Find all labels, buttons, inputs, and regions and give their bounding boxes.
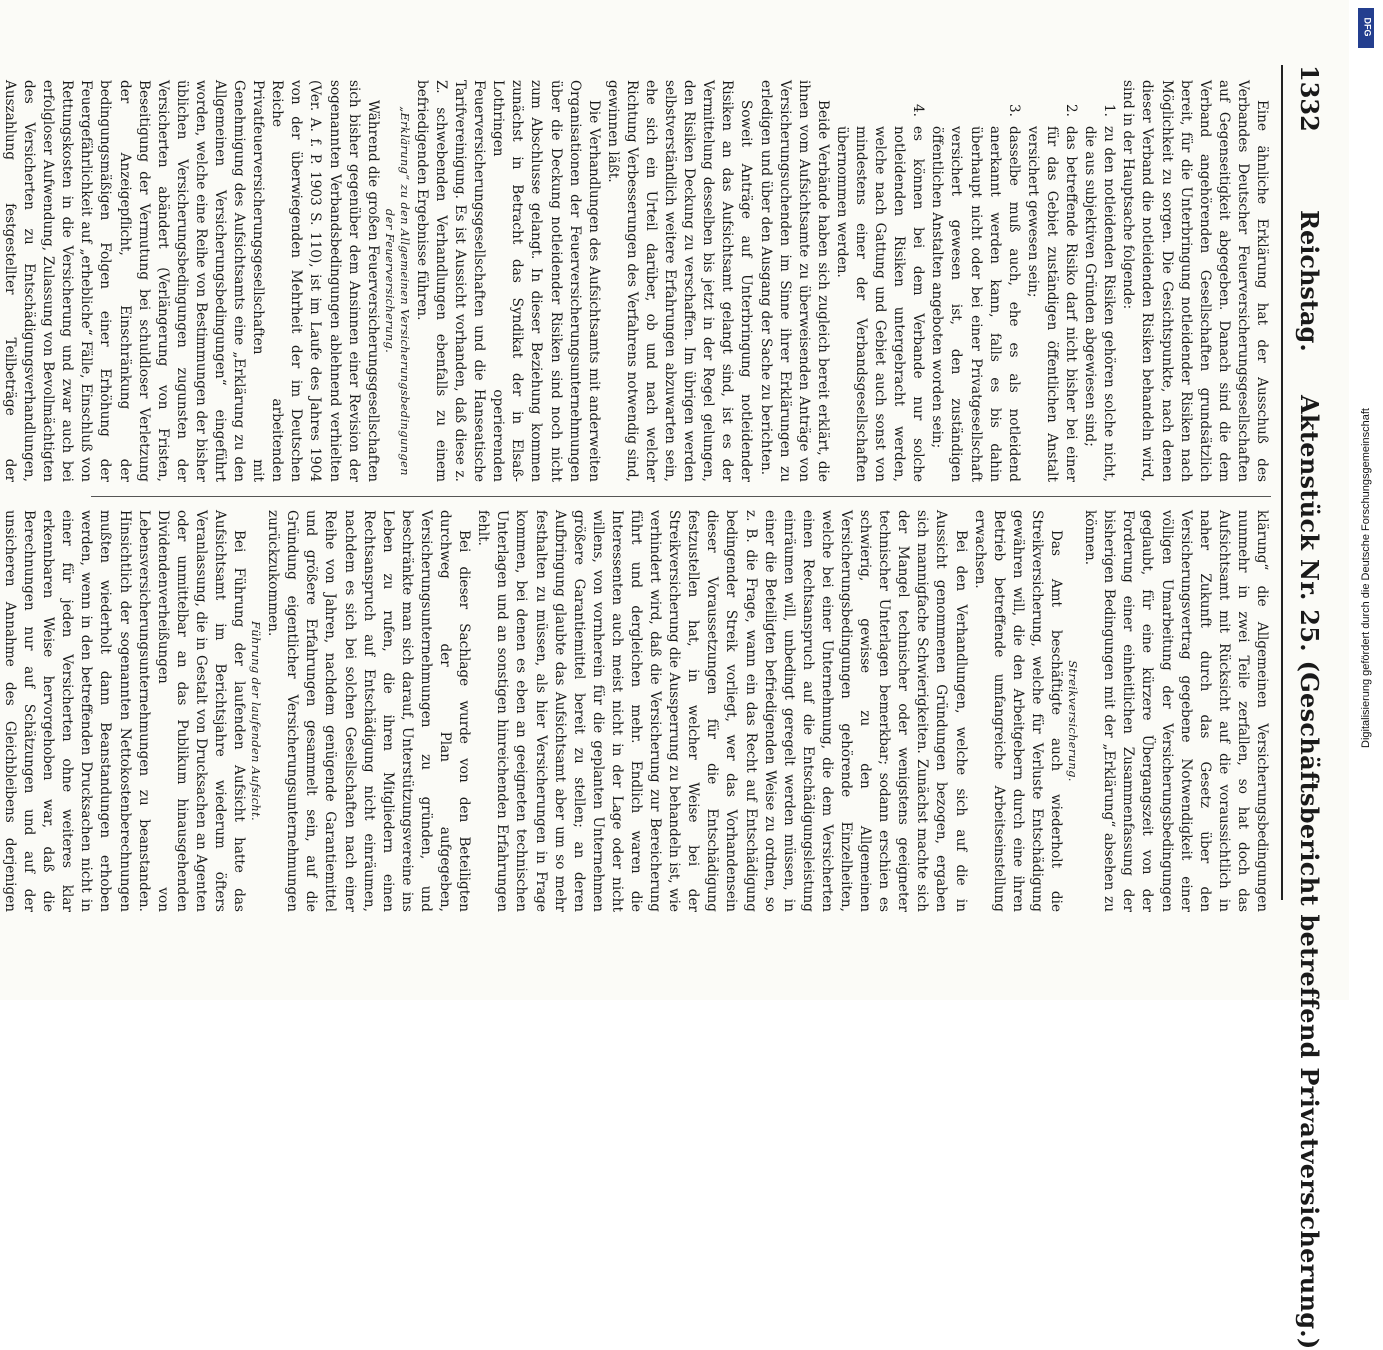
paragraph: klärung“ die Allgemeinen Versicherungsbedingungen nunmehr in zwei Teile zerfallen, so hat doch das Aufsichtsamt mit Rücksicht auf die voraussichtlich in naher Zukunft durch das Gesetz über den Versicherungsvertrag gegebene Notwendigkeit einer völligen Umarbeitung der Versicherungsbedingungen geglaubt, für eine kürzere Übergangszeit von der Forderung einer einheitlichen Zusammenfassung der bisherigen Bedingungen mit der „Erklärung“ absehen zu können.	[1082, 510, 1270, 912]
page-header	[1287, 65, 1331, 1350]
paragraph: Bei den Verhandlungen, welche sich auf die in Aussicht genommenen Gründungen bezogen, ergaben sich mannigfache Schwierigkeiten. Zunächst machte sich der Mangel technischer oder wenigstens geeigneter technischer Unterlagen bemerkbar; sodann erschien es schwierig, gewisse zu den Allgemeinen Versicherungsbedingungen gehörende Einzelheiten, welche bei einer Unternehmung, die dem Versicherten einen Rechtsanspruch auf die Entschädigungsleistung einräumen will, unbedingt geregelt werden müssen, in einer die Beteiligten befriedigenden Weise zu ordnen, so z. B. die Frage, wann ein das Recht auf Entschädigung bedingender Streik vorliegt, wer das Vorhandensein dieser Voraussetzungen für die Entschädigung festzustellen hat, in welcher Weise bei der Streikversicherung die Aussperrung zu behandeln ist, wie verhindert wird, daß die Versicherung zur Bereicherung führt und dergleichen mehr. Endlich waren die Interessenten auch meist nicht in der Lage oder nicht willens, von vornherein für die geplanten Unternehmen größere Garantiemittel bereit zu stellen; an deren Aufbringung glaubte das Aufsichtsamt aber um so mehr festhalten zu müssen, als hier Versicherungen in Frage kommen, bei denen es eben an geeigneten technischen Unterlagen und an sonstigen hinreichenden Erfahrungen fehlt.	[475, 510, 969, 912]
paragraph: Das Amt beschäftigte auch wiederholt die Streikversicherung, welche für Verluste Entschädigung gewähren will, die den Arbeitgebern durch eine ihren Betrieb betreffende umfangreiche Arbeitseinstellung erwachsen.	[971, 510, 1065, 912]
paragraph: Die Verhandlungen des Aufsichtsamts mit anderweiten Organisationen der Feuerversicherungsunternehmungen über die Deckung notleidender Risiken sind noch nicht zum Abschlusse gelangt. In dieser Beziehung kommen zunächst in Betracht das Syndikat der in Elsaß-Lothringen operierenden Feuerversicherungsgesellschaften und die Hanseatische Tarifvereinigung. Es ist Aussicht vorhanden, daß diese z. Z. schwebenden Verhandlungen ebenfalls zu einem befriedigenden Ergebnisse führen.	[413, 80, 602, 482]
paragraph: Soweit Anträge auf Unterbringung notleidender Risiken an das Aufsichtsamt gelangt sind, ist es der Vermittelung desselben bis jetzt in der Regel gelungen, den Risiken Deckung zu verschaffen. Im übrigen werden selbstverständlich weitere Erfahrungen abzuwarten sein, ehe sich ein Urteil darüber, ob und nach welcher Richtung Verbesserungen des Verfahrens notwendig sind, gewinnen läßt.	[604, 80, 755, 482]
list-text: das betreffende Risiko darf nicht bisher bei einer für das Gebiet zuständigen öffentlichen Anstalt versichert gewesen sein;	[1024, 126, 1080, 482]
digitization-credit: Digitalisierung gefördert durch die Deutsche Forschungsgemeinschaft	[1360, 408, 1372, 748]
section-heading: „Erklärung“ zu den Allgemeinen Versicherungsbedingungen der Feuerversicherung.	[382, 106, 412, 476]
section-heading: Streikversicherung.	[1066, 660, 1081, 782]
dfg-logo-icon: DFG	[1358, 8, 1374, 48]
section-heading: Führung der laufenden Aufsicht.	[249, 620, 264, 822]
list-item	[832, 80, 927, 482]
attribution-strip	[1349, 0, 1383, 1000]
list-item	[1080, 80, 1118, 482]
paragraph: Während die großen Feuerversicherungsgesellschaften sich bisher gegenüber dem Ansinnen einer Revision der sogenannten Verbandsbedingungen ablehnend verhielten (Ver. A. f. P. 1903 S. 110), ist im Laufe des Jahres 1904 von der überwiegenden Mehrheit der im Deutschen Reiche arbeitenden Privatfeuerversicherungsgesellschaften mit Genehmigung des Aufsichtsamts eine „Erklärung zu den Allgemeinen Versicherungsbedingungen“ eingeführt worden, welche eine Reihe von Bestimmungen der bisher üblichen Versicherungsbedingungen zugunsten der Versicherten abändert (Verlängerung von Fristen, Beseitigung der Vermutung bei schuldloser Verletzung der Anzeigepflicht, Einschränkung der bedingungsmäßigen Folgen einer Erhöhung der Feuergefährlichkeit auf „erhebliche“ Fälle, Einschluß von Rettungskosten in die Versicherung und zwar auch bei erfolgloser Aufwendung, Zulassung von Bevollmächtigten des Versicherten zu Entschädigungsverhandlungen, Auszahlung festgestellter Teilbeträge der	[2, 80, 381, 482]
conditions-list	[832, 80, 1118, 482]
list-text: dasselbe muß auch, ehe es als notleidend anerkannt werden kann, falls es bis dahin überhaupt nicht oder bei einer Privatgesellschaft versichert gewesen ist, den zuständigen öffentlichen Anstalten angeboten worden sein;	[929, 126, 1022, 482]
list-item	[1023, 80, 1080, 482]
paragraph: Eine ähnliche Erklärung hat der Ausschuß des Verbandes Deutscher Feuerversicherungsgesellschaften auf Gegenseitigkeit abgegeben. Danach sind die dem Verband angehörenden Gesellschaften grundsätzlich bereit, für die Unterbringung notleidender Risiken nach Möglichkeit zu sorgen. Die Gesichtspunkte, nach denen dieser Verband die notleidenden Risiken behandeln wird, sind in der Hauptsache folgende:	[1120, 80, 1270, 482]
page-number: 1332	[1295, 65, 1324, 132]
header-rule	[1281, 65, 1283, 900]
right-column	[2, 510, 1271, 912]
running-head-chamber: Reichstag.	[1295, 210, 1324, 352]
column-divider	[91, 496, 1271, 497]
list-item	[927, 80, 1022, 482]
running-head-title: Aktenstück Nr. 25. (Geschäftsbericht betreffend Privatversicherung.)	[1295, 395, 1324, 1350]
list-number: 1.	[1101, 104, 1118, 117]
list-number: 3.	[1005, 104, 1022, 117]
list-number: 2.	[1063, 104, 1080, 117]
left-column	[2, 80, 1271, 482]
list-number: 4.	[910, 104, 927, 117]
list-text: zu den notleidenden Risiken gehören solche nicht, die aus subjektiven Gründen abgewiesen sind;	[1082, 126, 1118, 482]
paragraph: Bei dieser Sachlage wurde von den Beteiligten durchweg der Plan aufgegeben, Versicherungsunternehmungen zu gründen, und beschränkte man sich darauf, Unterstützungsvereine ins Leben zu rufen, die ihren Mitgliedern einen Rechtsanspruch auf Entschädigung nicht einräumen, nachdem es sich bei solchen Gesellschaften nach einer Reihe von Jahren, nachdem genügende Garantiemittel und größere Erfahrungen gesammelt sein, auf die Gründung eigentlicher Versicherungsunternehmungen zurückzukommen.	[265, 510, 473, 912]
paragraph: Bei Führung der laufenden Aufsicht hatte das Aufsichtsamt im Berichtsjahre wiederum öfters Veranlassung, die in Gestalt von Drucksachen an Agenten oder unmittelbar an das Publikum hinausgehenden Dividendenverheißungen von Lebensversicherungsunternehmungen zu beanstanden. Hinsichtlich der sogenannten Nettokostenberechnungen mußten wiederholt dann Beanstandungen erhoben werden, wenn in den betreffenden Drucksachen nicht in einer für jeden Versicherten ohne weiteres klar erkennbaren Weise hervorgehoben war, daß die Berechnungen nur auf Schätzungen und auf der unsicheren Annahme des Gleichbleibens derjenigen	[2, 510, 248, 912]
paragraph: Beide Verbände haben sich zugleich bereit erklärt, die ihnen vom Aufsichtsamte zu überweisenden Anträge von Versicherungsuchenden im Sinne ihrer Erklärungen zu erledigen und über den Ausgang der Sache zu berichten.	[757, 80, 831, 482]
list-text: es können bei dem Verbande nur solche notleidenden Risiken untergebracht werden, welche nach Gattung und Gebiet auch sonst von mindestens einer der Verbandsgesellschaften übernommen werden.	[833, 126, 927, 482]
